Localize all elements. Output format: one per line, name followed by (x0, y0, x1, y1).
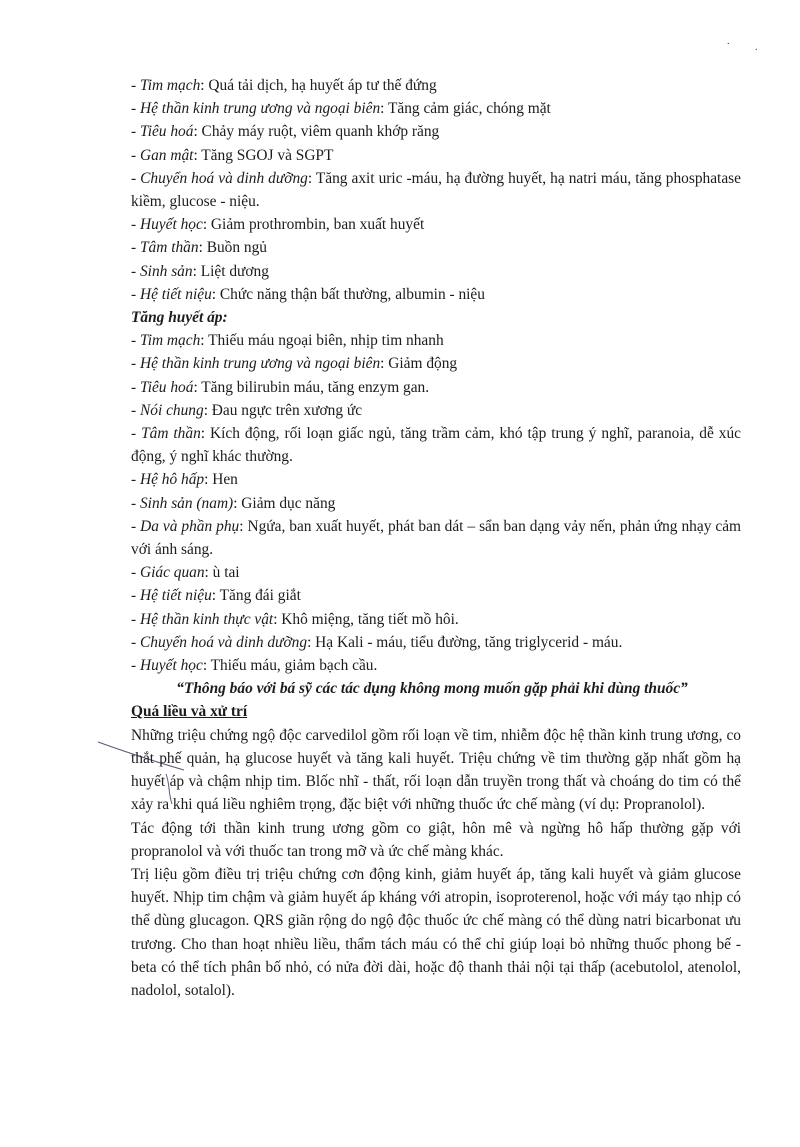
side-effect-item: - Tim mạch: Thiếu máu ngoại biên, nhịp tim nhanh (131, 332, 444, 350)
side-effect-term: Tâm thần (141, 425, 201, 443)
side-effect-item: - Hệ thần kinh trung ương và ngoại biên: Tăng cảm giác, chóng mặt (131, 100, 551, 118)
side-effect-term: Gan mật (139, 146, 194, 164)
scan-speck: . (755, 42, 758, 53)
side-effect-term: Chuyển hoá và dinh dưỡng (140, 169, 308, 187)
side-effect-item: - Nói chung: Đau ngực trên xương ức (131, 401, 363, 419)
side-effect-term: Sinh sản (nam) (139, 494, 234, 512)
side-effect-term: Huyết học (139, 216, 203, 234)
side-effect-text: : Hen (204, 471, 238, 489)
overdose-paragraph: Tác động tới thần kinh trung ương gồm co giật, hôn mê và ngừng hô hấp thường gặp với propranolol và với thuốc tan trong mỡ và ức chế màng khác. (131, 819, 741, 860)
side-effect-text: : Chảy máy ruột, viêm quanh khớp răng (193, 123, 440, 141)
side-effect-term: Hệ thần kinh trung ương và ngoại biên (139, 100, 381, 118)
side-effect-item: - Hệ thần kinh thực vật: Khô miệng, tăng tiết mồ hôi. (131, 610, 459, 628)
side-effect-term: Hệ tiết niệu (139, 587, 212, 605)
side-effect-text: : Quá tải dịch, hạ huyết áp tư thế đứng (200, 77, 437, 94)
side-effect-text: : Tăng cảm giác, chóng mặt (380, 100, 551, 118)
side-effect-item: - Huyết học: Giảm prothrombin, ban xuất huyết (131, 216, 425, 234)
side-effect-text: : Tăng axit uric -máu, hạ đường huyết, hạ natri máu, tăng phosphatase kiềm, glucose - niệu. (131, 169, 741, 211)
side-effect-item: - Giác quan: ù tai (131, 564, 240, 582)
side-effect-term: Tim mạch (139, 332, 201, 350)
side-effect-text: : Thiếu máu ngoại biên, nhịp tim nhanh (200, 332, 444, 350)
side-effects-list-1 (131, 74, 741, 306)
side-effect-item: - Da và phần phụ: Ngứa, ban xuất huyết, phát ban dát – sẩn ban dạng vảy nến, phản ứng nhạy cảm với ánh sáng. (131, 517, 741, 559)
document-page (131, 74, 741, 1002)
overdose-paragraph: Trị liệu gồm điều trị triệu chứng cơn động kinh, giảm huyết áp, tăng kali huyết và giảm glucose huyết. Nhịp tim chậm và giảm huyết áp kháng với atropin, isoproterenol, hoặc với máy tạo nhịp có thể dùng glucagon. QRS giãn rộng do ngộ độc thuốc ức chế màng có thể dùng natri bicarbonat ưu trương. Cho than hoạt nhiều liều, thẩm tách máu có thể chỉ giúp loại bỏ những thuốc phong bế - beta có thể tích phân bố nhỏ, có nửa đời dài, hoặc độ thanh thải nội tại thấp (acebutolol, atenolol, nadolol, sotalol). (131, 865, 741, 999)
side-effect-text: : Tăng bilirubin máu, tăng enzym gan. (193, 378, 430, 396)
side-effect-item: - Tâm thần: Kích động, rối loạn giấc ngủ, tăng trầm cảm, khó tập trung ý nghĩ, paranoia, dễ xúc động, ý nghĩ khác thường. (131, 425, 741, 466)
notice-text: “Thông báo với bá sỹ các tác dụng không mong muốn gặp phải khi dùng thuốc” (176, 680, 688, 698)
side-effect-term: Hệ thần kinh trung ương và ngoại biên (139, 355, 381, 373)
side-effect-text: : Chức năng thận bất thường, albumin - niệu (211, 285, 485, 303)
side-effect-term: Nói chung (139, 401, 204, 419)
side-effect-text: : Khô miệng, tăng tiết mồ hôi. (273, 610, 459, 628)
side-effect-term: Hệ hô hấp (139, 471, 205, 489)
side-effect-text: : Hạ Kali - máu, tiểu đường, tăng triglycerid - máu. (307, 633, 623, 651)
side-effect-term: Sinh sản (139, 262, 193, 280)
side-effect-item: - Huyết học: Thiếu máu, giảm bạch cầu. (131, 657, 378, 675)
side-effect-item: - Tiêu hoá: Chảy máy ruột, viêm quanh khớp răng (131, 123, 440, 141)
overdose-paragraph: Những triệu chứng ngộ độc carvedilol gồm rối loạn về tim, nhiễm độc hệ thần kinh trung ương, co thắt phế quản, hạ glucose huyết và tăng kali huyết. Triệu chứng về tim thường gặp nhất gồm hạ huyết áp và chậm nhịp tim. Blốc nhĩ - thất, rối loạn dẫn truyền trong thất và choáng do tim có thể xảy ra khi quá liều nghiêm trọng, đặc biệt với những thuốc ức chế màng (ví dụ: Propranolol). (131, 726, 741, 814)
side-effect-text: : ù tai (204, 564, 240, 582)
side-effect-text: : Kích động, rối loạn giấc ngủ, tăng trầm cảm, khó tập trung ý nghĩ, paranoia, dễ xúc động, ý nghĩ khác thường. (131, 425, 741, 466)
side-effect-text: : Tăng đái giắt (211, 587, 301, 605)
side-effect-item: - Chuyển hoá và dinh dưỡng: Hạ Kali - máu, tiểu đường, tăng triglycerid - máu. (131, 633, 623, 651)
side-effect-text: : Thiếu máu, giảm bạch cầu. (202, 657, 378, 675)
side-effect-text: : Giảm prothrombin, ban xuất huyết (202, 216, 425, 234)
side-effect-text: : Tăng SGOJ và SGPT (193, 146, 334, 164)
side-effect-text: : Buồn ngủ (198, 239, 267, 257)
side-effect-item: - Hệ thần kinh trung ương và ngoại biên: Giảm động (131, 355, 458, 373)
side-effect-term: Tiêu hoá (139, 378, 194, 396)
side-effect-text: : Ngứa, ban xuất huyết, phát ban dát – sẩn ban dạng vảy nến, phản ứng nhạy cảm với ánh sáng. (131, 517, 741, 559)
side-effects-list-2 (131, 329, 741, 677)
side-effect-text: : Đau ngực trên xương ức (203, 401, 363, 419)
side-effect-term: Hệ tiết niệu (139, 285, 212, 303)
side-effect-item: - Hệ hô hấp: Hen (131, 471, 238, 489)
side-effect-term: Tâm thần (139, 239, 199, 257)
side-effect-item: - Gan mật: Tăng SGOJ và SGPT (131, 146, 334, 164)
side-effect-text: : Giảm động (380, 355, 458, 373)
section-heading-hypertension: Tăng huyết áp: (131, 309, 228, 327)
side-effect-term: Hệ thần kinh thực vật (139, 610, 274, 628)
side-effect-term: Giác quan (139, 564, 205, 582)
side-effect-term: Da và phần phụ (140, 517, 240, 535)
side-effect-item: - Hệ tiết niệu: Tăng đái giắt (131, 587, 301, 605)
section-heading-overdose: Quá liều và xử trí (131, 703, 248, 721)
side-effect-item: - Hệ tiết niệu: Chức năng thận bất thường, albumin - niệu (131, 285, 485, 303)
side-effect-item: - Chuyển hoá và dinh dưỡng: Tăng axit uric -máu, hạ đường huyết, hạ natri máu, tăng phosphatase kiềm, glucose - niệu. (131, 169, 741, 211)
side-effect-term: Chuyển hoá và dinh dưỡng (139, 633, 308, 651)
side-effect-item: - Tâm thần: Buồn ngủ (131, 239, 267, 257)
side-effect-item: - Sinh sản (nam): Giảm dục năng (131, 494, 336, 512)
scan-speck: . (727, 36, 730, 47)
side-effect-item: - Tiêu hoá: Tăng bilirubin máu, tăng enzym gan. (131, 378, 430, 396)
side-effect-text: : Giảm dục năng (233, 494, 336, 512)
side-effect-text: : Liệt dương (192, 262, 269, 280)
side-effect-item: - Tim mạch: Quá tải dịch, hạ huyết áp tư thế đứng (131, 77, 437, 94)
side-effect-term: Tim mạch (139, 77, 201, 94)
side-effect-term: Tiêu hoá (139, 123, 194, 141)
side-effect-item: - Sinh sản: Liệt dương (131, 262, 269, 280)
side-effect-term: Huyết học (139, 657, 203, 675)
